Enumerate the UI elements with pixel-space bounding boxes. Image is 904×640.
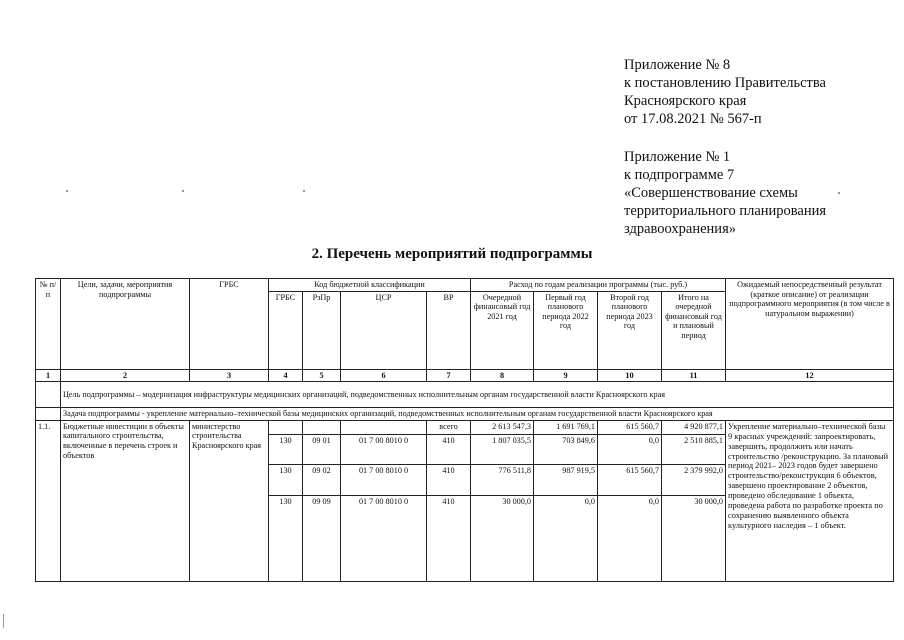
appendix-line: Приложение № 1 [624, 149, 731, 165]
goal-num-cell [36, 382, 61, 408]
cell-rzpr [303, 420, 341, 434]
cell-total: 2 510 885,1 [662, 434, 726, 464]
cell-2022: 987 919,5 [534, 464, 598, 495]
cell-2022: 703 849,6 [534, 434, 598, 464]
column-number: 1 [36, 369, 61, 382]
column-number: 5 [303, 369, 341, 382]
header-grbs: ГРБС [190, 279, 269, 370]
cell-rzpr: 09 02 [303, 464, 341, 495]
cell-csr [341, 420, 427, 434]
column-number: 10 [598, 369, 662, 382]
header-kbk-grbs: ГРБС [269, 291, 303, 369]
header-vr: ВР [427, 291, 471, 369]
cell-2021: 1 807 035,5 [471, 434, 534, 464]
cell-vr: 410 [427, 464, 471, 495]
appendix-line: «Совершенствование схемы [624, 185, 798, 201]
column-number: 9 [534, 369, 598, 382]
header-csr: ЦСР [341, 291, 427, 369]
task-text: Задача подпрограммы - укрепление материально–технической базы медицинских организаций, подведомственных исполнительным органам государственной власти Красноярского края [61, 408, 894, 421]
header-2021: Очередной финансовый год 2021 год [471, 291, 534, 369]
column-number: 4 [269, 369, 303, 382]
cell-vr: 410 [427, 495, 471, 581]
task-num-cell [36, 408, 61, 421]
header-total: Итого на очередной финансовый год и плановый период [662, 291, 726, 369]
task-row [36, 408, 894, 421]
header-rzpr: РзПр [303, 291, 341, 369]
appendix-gap [624, 128, 894, 148]
goal-text: Цель подпрограммы – модернизация инфраструктуры медицинских организаций, подведомственных исполнительным органам государственной власти Красноярского края [61, 382, 894, 408]
cell-2021: 2 613 547,3 [471, 420, 534, 434]
cell-csr: 01 7 00 8010 0 [341, 464, 427, 495]
cell-total: 4 920 877,1 [662, 420, 726, 434]
scan-edge-mark [3, 614, 4, 628]
cell-grbs [269, 420, 303, 434]
cell-vr: 410 [427, 434, 471, 464]
appendix-line: от 17.08.2021 № 567-п [624, 111, 762, 127]
scan-dot [303, 190, 305, 192]
column-number: 3 [190, 369, 269, 382]
cell-2021: 30 000,0 [471, 495, 534, 581]
item-name: Бюджетные инвестиции в объекты капитального строительства, включенные в перечень строек и объектов [61, 420, 190, 581]
column-number: 2 [61, 369, 190, 382]
column-number: 8 [471, 369, 534, 382]
appendix-line: здравоохранения» [624, 221, 736, 237]
item-num: 1.1. [36, 420, 61, 581]
header-result: Ожидаемый непосредственный результат (краткое описание) от реализации подпрограммного мероприятия (в том числе в натуральном выражении) [726, 279, 894, 370]
appendix-line: территориального планирования [624, 203, 827, 219]
page-title: 2. Перечень мероприятий подпрограммы [311, 246, 593, 262]
goal-row [36, 382, 894, 408]
appendix-line: Приложение № 8 [624, 57, 731, 73]
header-expense: Расход по годам реализации программы (тыс. руб.) [471, 279, 726, 292]
cell-csr: 01 7 00 8010 0 [341, 495, 427, 581]
appendix-block [624, 56, 894, 238]
cell-grbs: 130 [269, 464, 303, 495]
header-2022: Первый год планового периода 2022 год [534, 291, 598, 369]
cell-2021: 776 511,8 [471, 464, 534, 495]
header-row [36, 279, 894, 292]
scan-dot [838, 192, 840, 194]
column-number: 6 [341, 369, 427, 382]
cell-2022: 1 691 769,1 [534, 420, 598, 434]
appendix-line: к подпрограмме 7 [624, 167, 735, 183]
cell-rzpr: 09 01 [303, 434, 341, 464]
measures-table [35, 278, 894, 582]
column-number: 12 [726, 369, 894, 382]
cell-rzpr: 09 09 [303, 495, 341, 581]
header-goals: Цели, задачи, мероприятия подпрограммы [61, 279, 190, 370]
cell-2023: 615 560,7 [598, 420, 662, 434]
cell-grbs: 130 [269, 495, 303, 581]
header-num: № п/п [36, 279, 61, 370]
appendix-line: к постановлению Правительства [624, 75, 826, 91]
cell-grbs: 130 [269, 434, 303, 464]
cell-vr: всего [427, 420, 471, 434]
cell-total: 2 379 992,0 [662, 464, 726, 495]
column-numbers-row [36, 369, 894, 382]
appendix-line: Красноярского края [624, 93, 747, 109]
cell-2022: 0,0 [534, 495, 598, 581]
column-number: 11 [662, 369, 726, 382]
item-result: Укрепление материально–технической базы 9 красных учреждений: запроектировать, завершить, продолжить или начать строительство /реконструкцию. За плановый период 2021– 2023 годов будет завершено строительство/реконструкция 6 объектов, завершено проектирование 2 объектов, проведено обследование 1 объекта, проведена работа по разработке проекта по сохранению выявленного объекта культурного наследия – 1 объект. [726, 420, 894, 581]
cell-2023: 615 560,7 [598, 464, 662, 495]
cell-2023: 0,0 [598, 495, 662, 581]
header-2023: Второй год планового периода 2023 год [598, 291, 662, 369]
item-row [36, 420, 894, 434]
item-grbs-name: министерство строительства Красноярского края [190, 420, 269, 581]
scan-dot [66, 190, 68, 192]
cell-total: 30 000,0 [662, 495, 726, 581]
column-number: 7 [427, 369, 471, 382]
header-kbk: Код бюджетной классификации [269, 279, 471, 292]
cell-csr: 01 7 00 8010 0 [341, 434, 427, 464]
scan-dot [182, 190, 184, 192]
cell-2023: 0,0 [598, 434, 662, 464]
